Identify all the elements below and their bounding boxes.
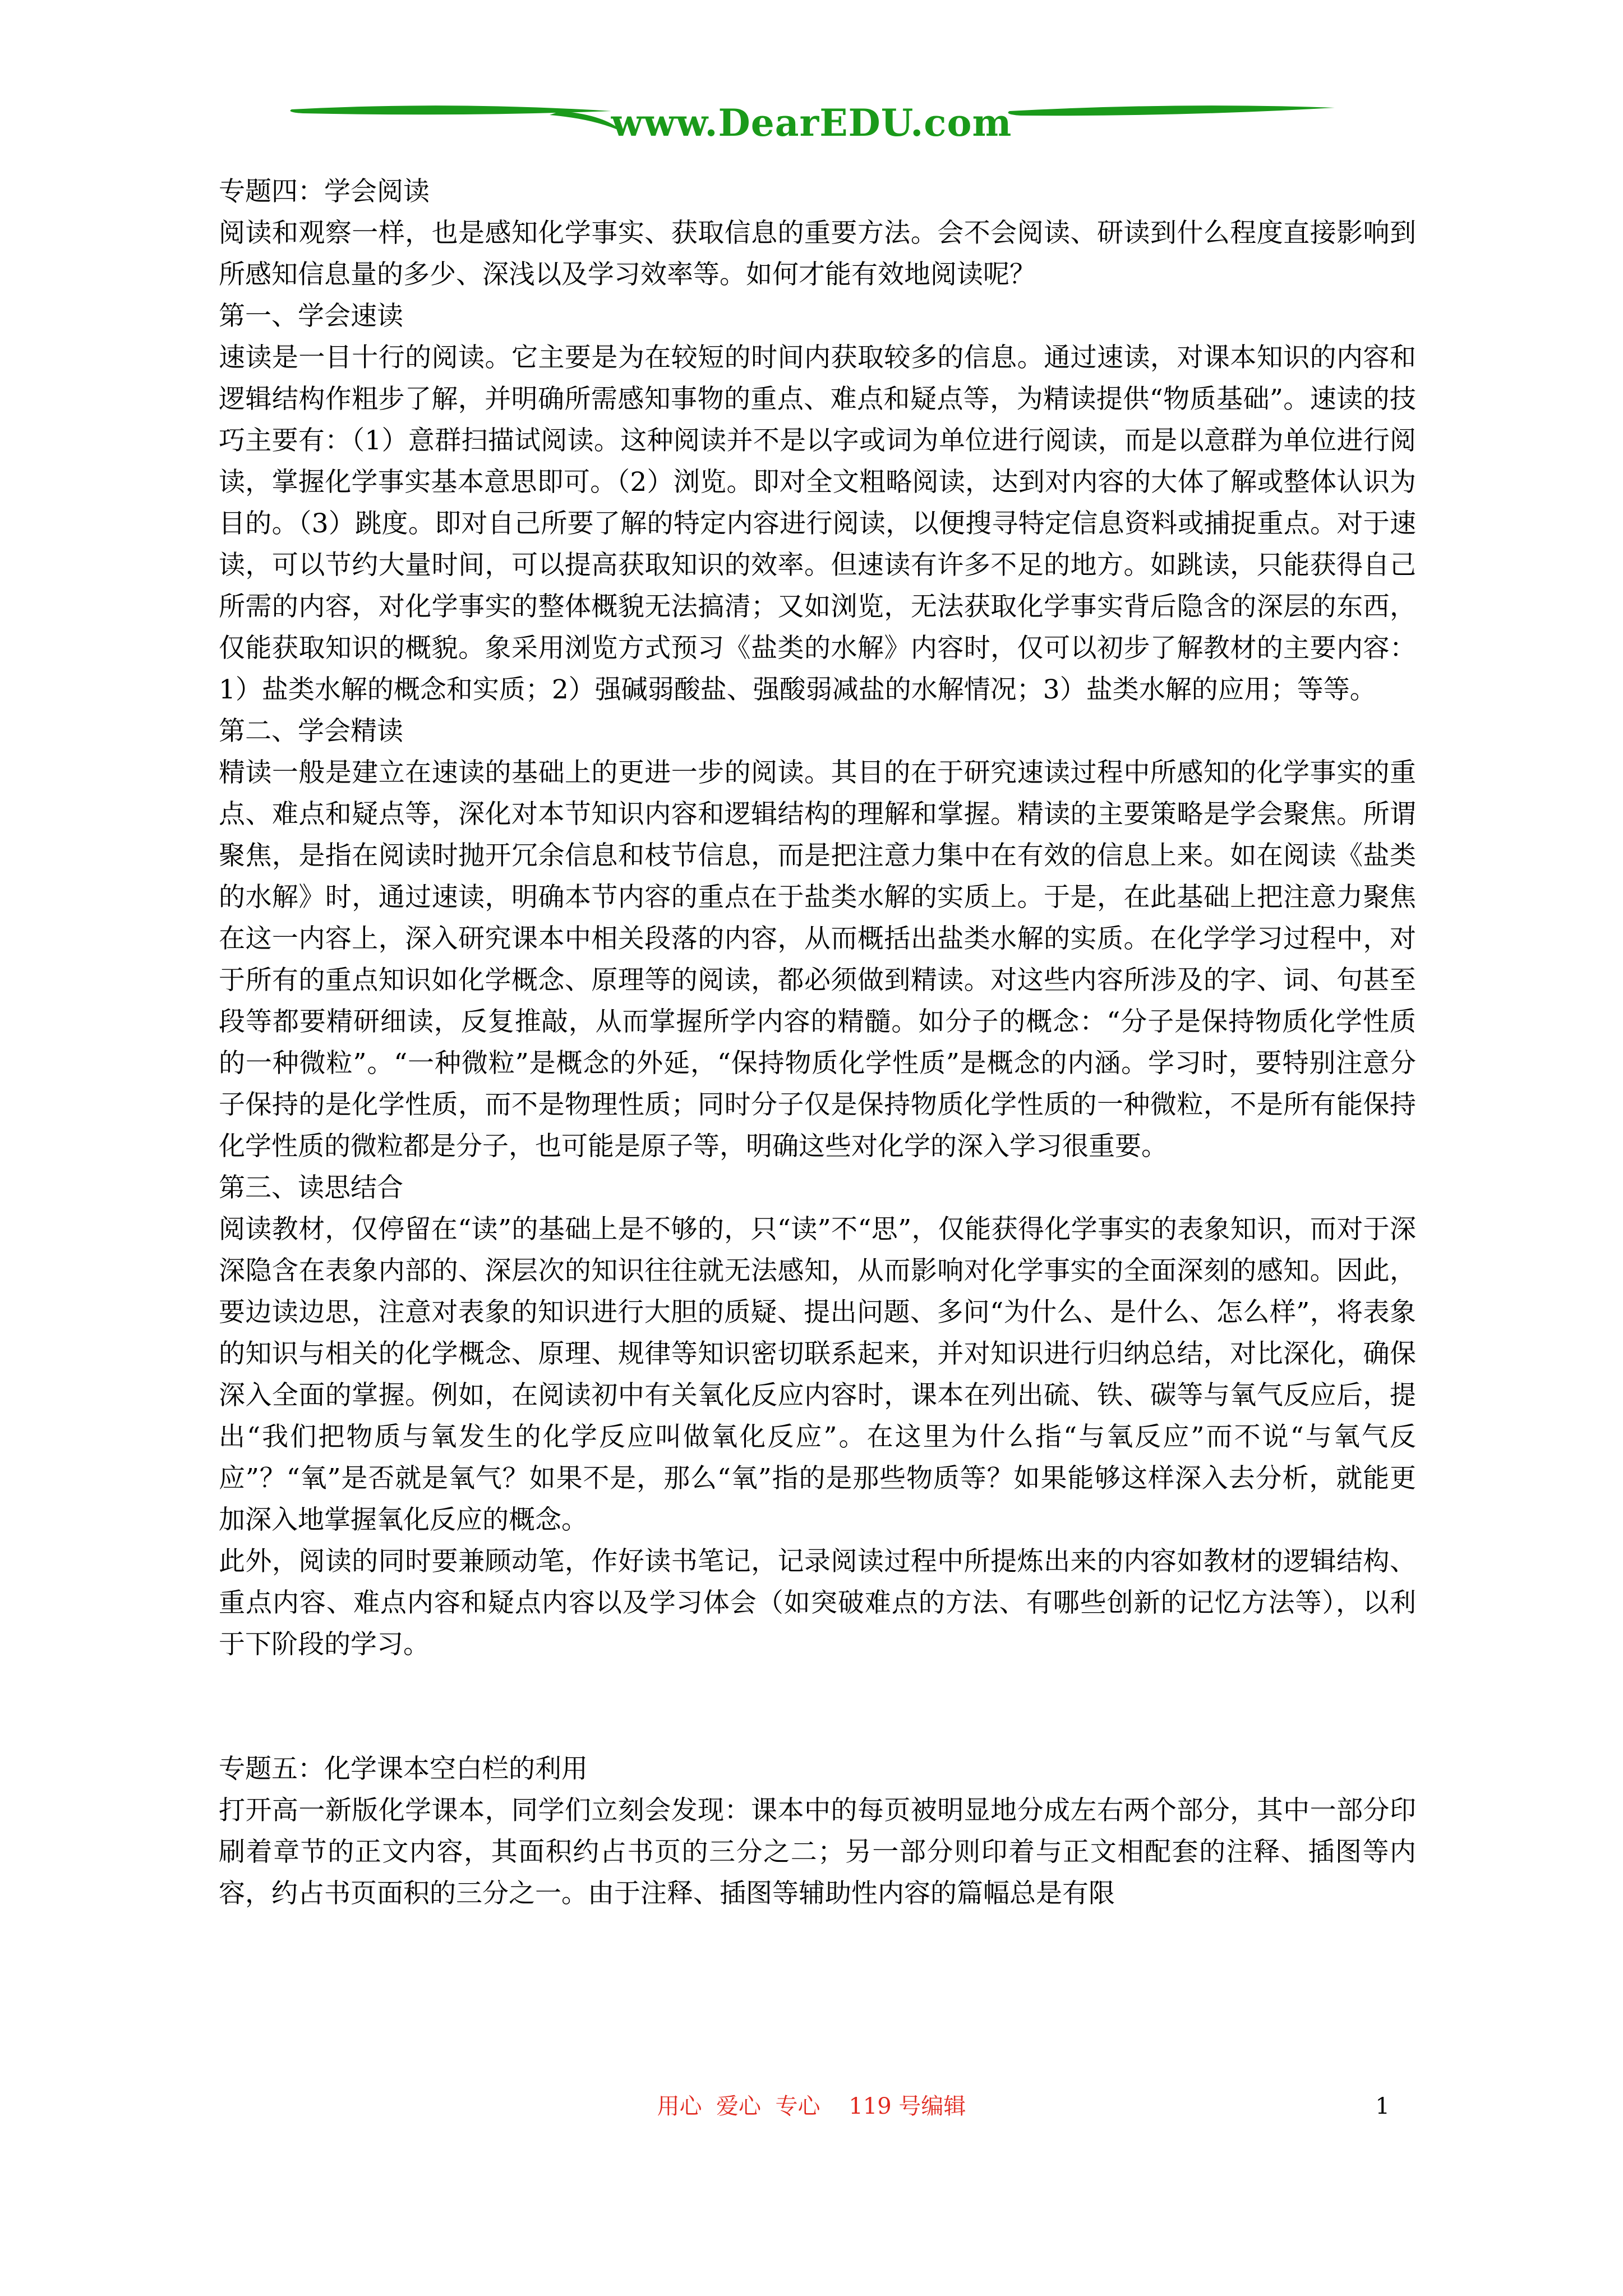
section-heading: 专题四：学会阅读 <box>219 176 430 207</box>
page-number: 1 <box>1375 2093 1390 2119</box>
section-heading: 第三、读思结合 <box>219 1172 403 1203</box>
site-header <box>0 84 1623 163</box>
paragraph: 速读是一目十行的阅读。它主要是为在较短的时间内获取较多的信息。通过速读，对课本知识的内容和逻辑结构作粗步了解，并明确所需感知事物的重点、难点和疑点等，为精读提供“物质基础”。速读的技巧主要有：（1）意群扫描试阅读。这种阅读并不是以字或词为单位进行阅读，而是以意群为单位进行阅读，掌握化学事实基本意思即可。（2）浏览。即对全文粗略阅读，达到对内容的大体了解或整体认识为目的。（3）跳度。即对自己所要了解的特定内容进行阅读，以便搜寻特定信息资料或捕捉重点。对于速读，可以节约大量时间，可以提高获取知识的效率。但速读有许多不足的地方。如跳读，只能获得自己所需的内容，对化学事实的整体概貌无法搞清；又如浏览，无法获取化学事实背后隐含的深层的东西，仅能获取知识的概貌。象采用浏览方式预习《盐类的水解》内容时，仅可以初步了解教材的主要内容：1）盐类水解的概念和实质；2）强碱弱酸盐、强酸弱减盐的水解情况；3）盐类水解的应用；等等。 <box>219 342 1416 705</box>
paragraph: 此外，阅读的同时要兼顾动笔，作好读书笔记，记录阅读过程中所提炼出来的内容如教材的逻辑结构、重点内容、难点内容和疑点内容以及学习体会（如突破难点的方法、有哪些创新的记忆方法等），以利于下阶段的学习。 <box>219 1546 1416 1660</box>
document-body <box>219 171 1416 1915</box>
section-heading: 第一、学会速读 <box>219 301 403 332</box>
section-heading: 第二、学会精读 <box>219 716 403 747</box>
paragraph: 阅读和观察一样，也是感知化学事实、获取信息的重要方法。会不会阅读、研读到什么程度直接影响到所感知信息量的多少、深浅以及学习效率等。如何才能有效地阅读呢？ <box>219 218 1416 290</box>
footer-slogan: 用心 爱心 专心 119 号编辑 <box>657 2093 966 2119</box>
section-heading: 专题五：化学课本空白栏的利用 <box>219 1754 588 1784</box>
paragraph: 精读一般是建立在速读的基础上的更进一步的阅读。其目的在于研究速读过程中所感知的化学事实的重点、难点和疑点等，深化对本节知识内容和逻辑结构的理解和掌握。精读的主要策略是学会聚焦。所谓聚焦，是指在阅读时抛开冗余信息和枝节信息，而是把注意力集中在有效的信息上来。如在阅读《盐类的水解》时，通过速读，明确本节内容的重点在于盐类水解的实质上。于是，在此基础上把注意力聚焦在这一内容上，深入研究课本中相关段落的内容，从而概括出盐类水解的实质。在化学学习过程中，对于所有的重点知识如化学概念、原理等的阅读，都必须做到精读。对这些内容所涉及的字、词、句甚至段等都要精研细读，反复推敲，从而掌握所学内容的精髓。如分子的概念：“分子是保持物质化学性质的一种微粒”。“一种微粒”是概念的外延，“保持物质化学性质”是概念的内涵。学习时，要特别注意分子保持的是化学性质，而不是物理性质；同时分子仅是保持物质化学性质的一种微粒，不是所有能保持化学性质的微粒都是分子，也可能是原子等，明确这些对化学的深入学习很重要。 <box>219 757 1416 1162</box>
site-logo-text[interactable]: www.DearEDU.com <box>611 101 1012 145</box>
section-gap <box>219 1665 1416 1749</box>
paragraph: 阅读教材，仅停留在“读”的基础上是不够的，只“读”不“思”，仅能获得化学事实的表象知识，而对于深深隐含在表象内部的、深层次的知识往往就无法感知，从而影响对化学事实的全面深刻的感知。因此，要边读边思，注意对表象的知识进行大胆的质疑、提出问题、多问“为什么、是什么、怎么样”，将表象的知识与相关的化学概念、原理、规律等知识密切联系起来，并对知识进行归纳总结，对比深化，确保深入全面的掌握。例如，在阅读初中有关氧化反应内容时，课本在列出硫、铁、碳等与氧气反应后，提出“我们把物质与氧发生的化学反应叫做氧化反应”。在这里为什么指“与氧反应”而不说“与氧气反应”？“氧”是否就是氧气？如果不是，那么“氧”指的是那些物质等？如果能够这样深入去分析，就能更加深入地掌握氧化反应的概念。 <box>219 1214 1416 1535</box>
paragraph: 打开高一新版化学课本，同学们立刻会发现：课本中的每页被明显地分成左右两个部分，其中一部分印刷着章节的正文内容，其面积约占书页的三分之二；另一部分则印着与正文相配套的注释、插图等内容，约占书页面积的三分之一。由于注释、插图等辅助性内容的篇幅总是有限 <box>219 1795 1416 1909</box>
